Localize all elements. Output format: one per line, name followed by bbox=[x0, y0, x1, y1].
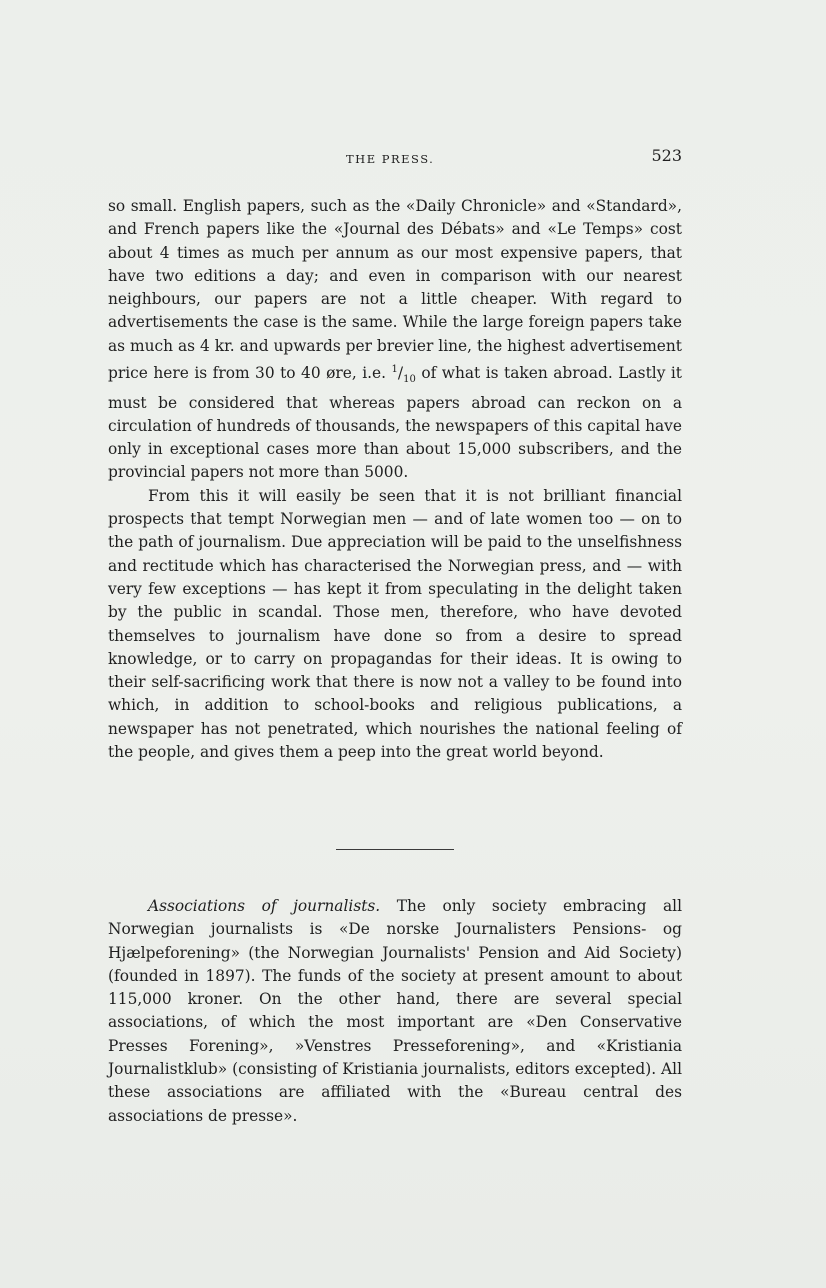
paragraph-1-rest: of what is taken abroad. Lastly it must be considered that whereas papers abroad can reckon on a circulation of hundreds of thousands, the newspapers of this capital have only in exceptional cases more than about 15,000 subscribers, and the provincial papers not more than 5000. bbox=[108, 364, 682, 482]
running-head bbox=[108, 146, 682, 170]
paragraph-2: From this it will easily be seen that it is not brilliant financial prospects that tempt Norwegian men — and of late women too — on to the path of journalism. Due appreciation will be paid to the unselfishness and rectitude which has characterised the Norwegian press, and — with very few exceptions — has kept it from speculating in the delight taken by the public in scandal. Those men, therefore, who have devoted themselves to journalism have done so from a desire to spread knowledge, or to carry on propagandas for their ideas. It is owing to their self-sacrificing work that there is now not a valley to be found into which, in addition to school-books and religious publications, a newspaper has not penetrated, which nourishes the national feeling of the people, and gives them a peep into the great world beyond. bbox=[108, 486, 682, 762]
section-associations bbox=[108, 895, 682, 1128]
body-text bbox=[108, 195, 682, 764]
paragraph-1-text: so small. English papers, such as the «Daily Chronicle» and «Standard», and French papers like the «Journal des Débats» and «Le Temps» cost about 4 times as much per annum as our most expensive papers, that have two editions a day; and even in comparison with our nearest neighbours, our papers are not a little cheaper. With regard to advertisements the case is the same. While the large foreign papers take as much as 4 kr. and upwards per brevier line, the highest advertisement price here is from 30 to 40 øre, i.e. bbox=[108, 197, 682, 383]
section-heading: Associations of journalists. bbox=[148, 897, 381, 915]
paragraph-1: so small. English papers, such as the «Daily Chronicle» and «Standard», and French papers like the «Journal des Débats» and «Le Temps» cost about 4 times as much per annum as our most expensive papers, that have two editions a day; and even in comparison with our nearest neighbours, our papers are not a little cheaper. With regard to advertisements the case is the same. While the large foreign papers take as much as 4 kr. and upwards per brevier line, the highest advertisement price here is from 30 to 40 øre, i.e. $^1/_{10}$ of what is taken abroad. Lastly it must be considered that whereas papers abroad can reckon on a circulation of hundreds of thousands, the newspapers of this capital have only in exceptional cases more than about 15,000 subscribers, and the provincial papers not more than 5000. bbox=[108, 197, 682, 482]
fraction-numerator: 1 bbox=[391, 364, 398, 376]
section-text: The only society embracing all Norwegian journalists is «De norske Journalisters Pensions- og Hjælpeforening» (the Norwegian Journalists' Pension and Aid Society) (founded in 1897). The funds of the society at present amount to about 115,000 kroner. On the other hand, there are several special associations, of which the most important are «Den Conservative Presses Forening», »Venstres Presseforening», and «Kristiania Journalistklub» (consisting of Kristiania journalists, editors excepted). All these associations are affiliated with the «Bureau central des associations de presse». bbox=[108, 897, 682, 1125]
running-title: THE PRESS. bbox=[346, 152, 435, 166]
section-divider bbox=[336, 849, 454, 850]
fraction-denominator: 10 bbox=[403, 374, 416, 386]
page-number: 523 bbox=[651, 146, 682, 165]
paragraph-3 bbox=[108, 895, 682, 1128]
